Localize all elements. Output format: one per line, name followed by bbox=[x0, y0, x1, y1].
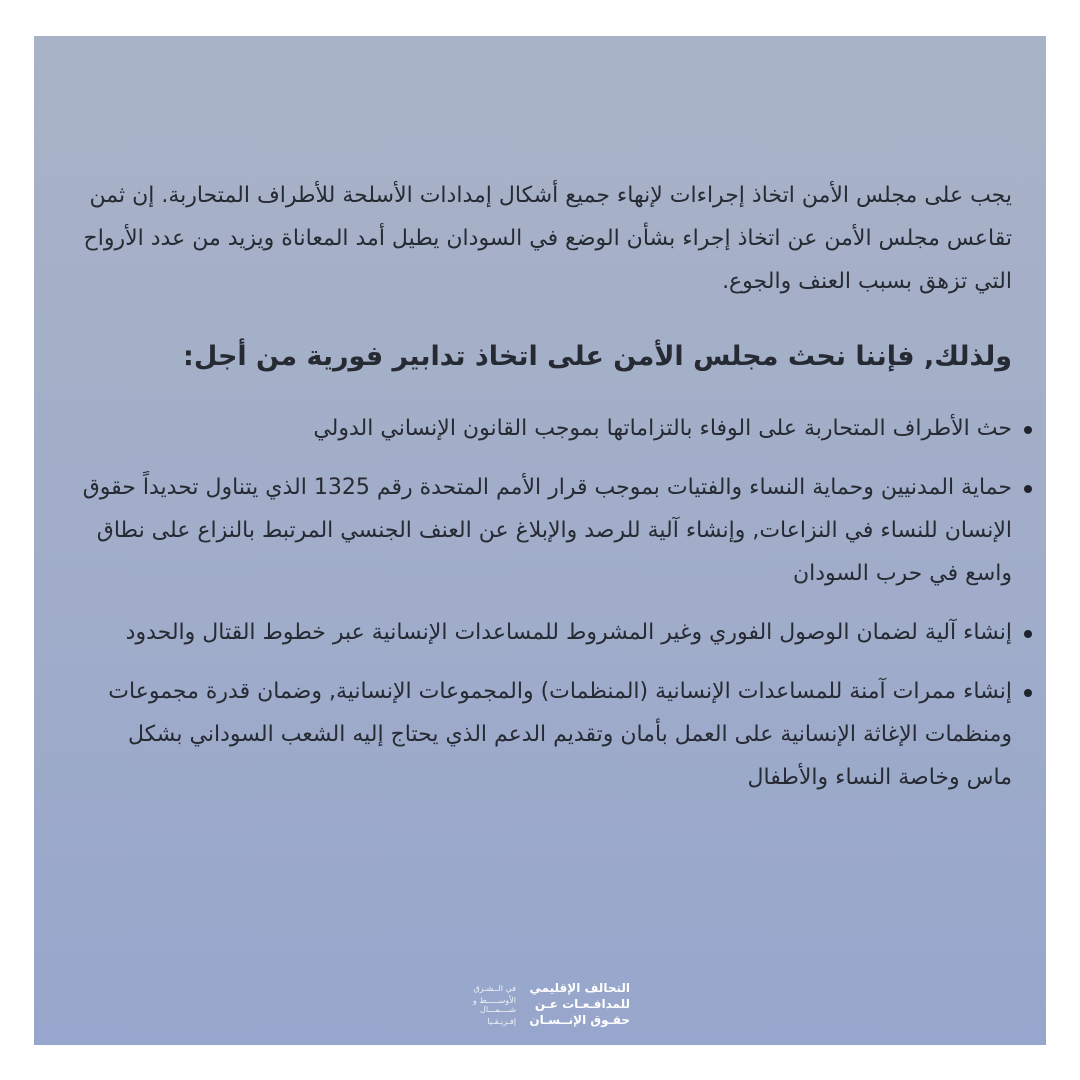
intro-paragraph: يجب على مجلس الأمن اتخاذ إجراءات لإنهاء جميع أشكال إمدادات الأسلحة للأطراف المتحاربة. إن ثمن تقاعس مجلس الأمن عن اتخاذ إجراء بشأن الوضع في السودان يطيل أمد المعاناة ويزيد من عدد الأرواح التي تزهق بسبب العنف والجوع. bbox=[83, 183, 1012, 294]
logo-sub-2: الأوســـــط و bbox=[472, 996, 516, 1005]
bullet-icon bbox=[1024, 426, 1032, 434]
list-item-text: إنشاء ممرات آمنة للمساعدات الإنسانية (المنظمات) والمجموعات الإنسانية, وضمان قدرة مجموعات ومنظمات الإغاثة الإنسانية على العمل بأمان وتقديم الدعم الذي يحتاج إليه الشعب السوداني بشكل ماس وخاصة النساء والأطفال bbox=[108, 679, 1012, 790]
logo-line-3: حقـوق الإنــسـان bbox=[529, 1013, 630, 1027]
coalition-logo bbox=[454, 980, 630, 1030]
logo-title bbox=[518, 980, 630, 1028]
logo-region bbox=[454, 981, 516, 1029]
logo-sub-1: في الــشـرق bbox=[473, 984, 516, 993]
list-item-text: حماية المدنيين وحماية النساء والفتيات بموجب قرار الأمم المتحدة رقم 1325 الذي يتناول تحديداً حقوق الإنسان للنساء في النزاعات, وإنشاء آلية للرصد والإبلاغ عن العنف الجنسي المرتبط بالنزاع على نطاق واسع في حرب السودان bbox=[82, 475, 1012, 586]
statement-body bbox=[82, 174, 1012, 815]
bullet-icon bbox=[1024, 689, 1032, 697]
logo-sub-4: إفـريـقـيا bbox=[487, 1017, 516, 1026]
list-item bbox=[82, 407, 1012, 450]
content-card bbox=[34, 36, 1046, 1045]
logo-line-2: للمدافـعـات عـن bbox=[534, 997, 630, 1011]
logo-sub-3: شــــمـــال bbox=[480, 1005, 516, 1014]
list-item-text: حث الأطراف المتحاربة على الوفاء بالتزاماتها بموجب القانون الإنساني الدولي bbox=[313, 416, 1012, 441]
list-item bbox=[82, 611, 1012, 654]
bullet-icon bbox=[1024, 485, 1032, 493]
list-item bbox=[82, 466, 1012, 595]
call-heading: ولذلك, فإننا نحث مجلس الأمن على اتخاذ تدابير فورية من أجل: bbox=[183, 341, 1012, 372]
logo-line-1: التحالف الإقليمي bbox=[529, 981, 630, 995]
bullet-icon bbox=[1024, 630, 1032, 638]
list-item-text: إنشاء آلية لضمان الوصول الفوري وغير المشروط للمساعدات الإنسانية عبر خطوط القتال والحدود bbox=[125, 620, 1012, 645]
demands-list bbox=[82, 407, 1012, 799]
list-item bbox=[82, 670, 1012, 799]
